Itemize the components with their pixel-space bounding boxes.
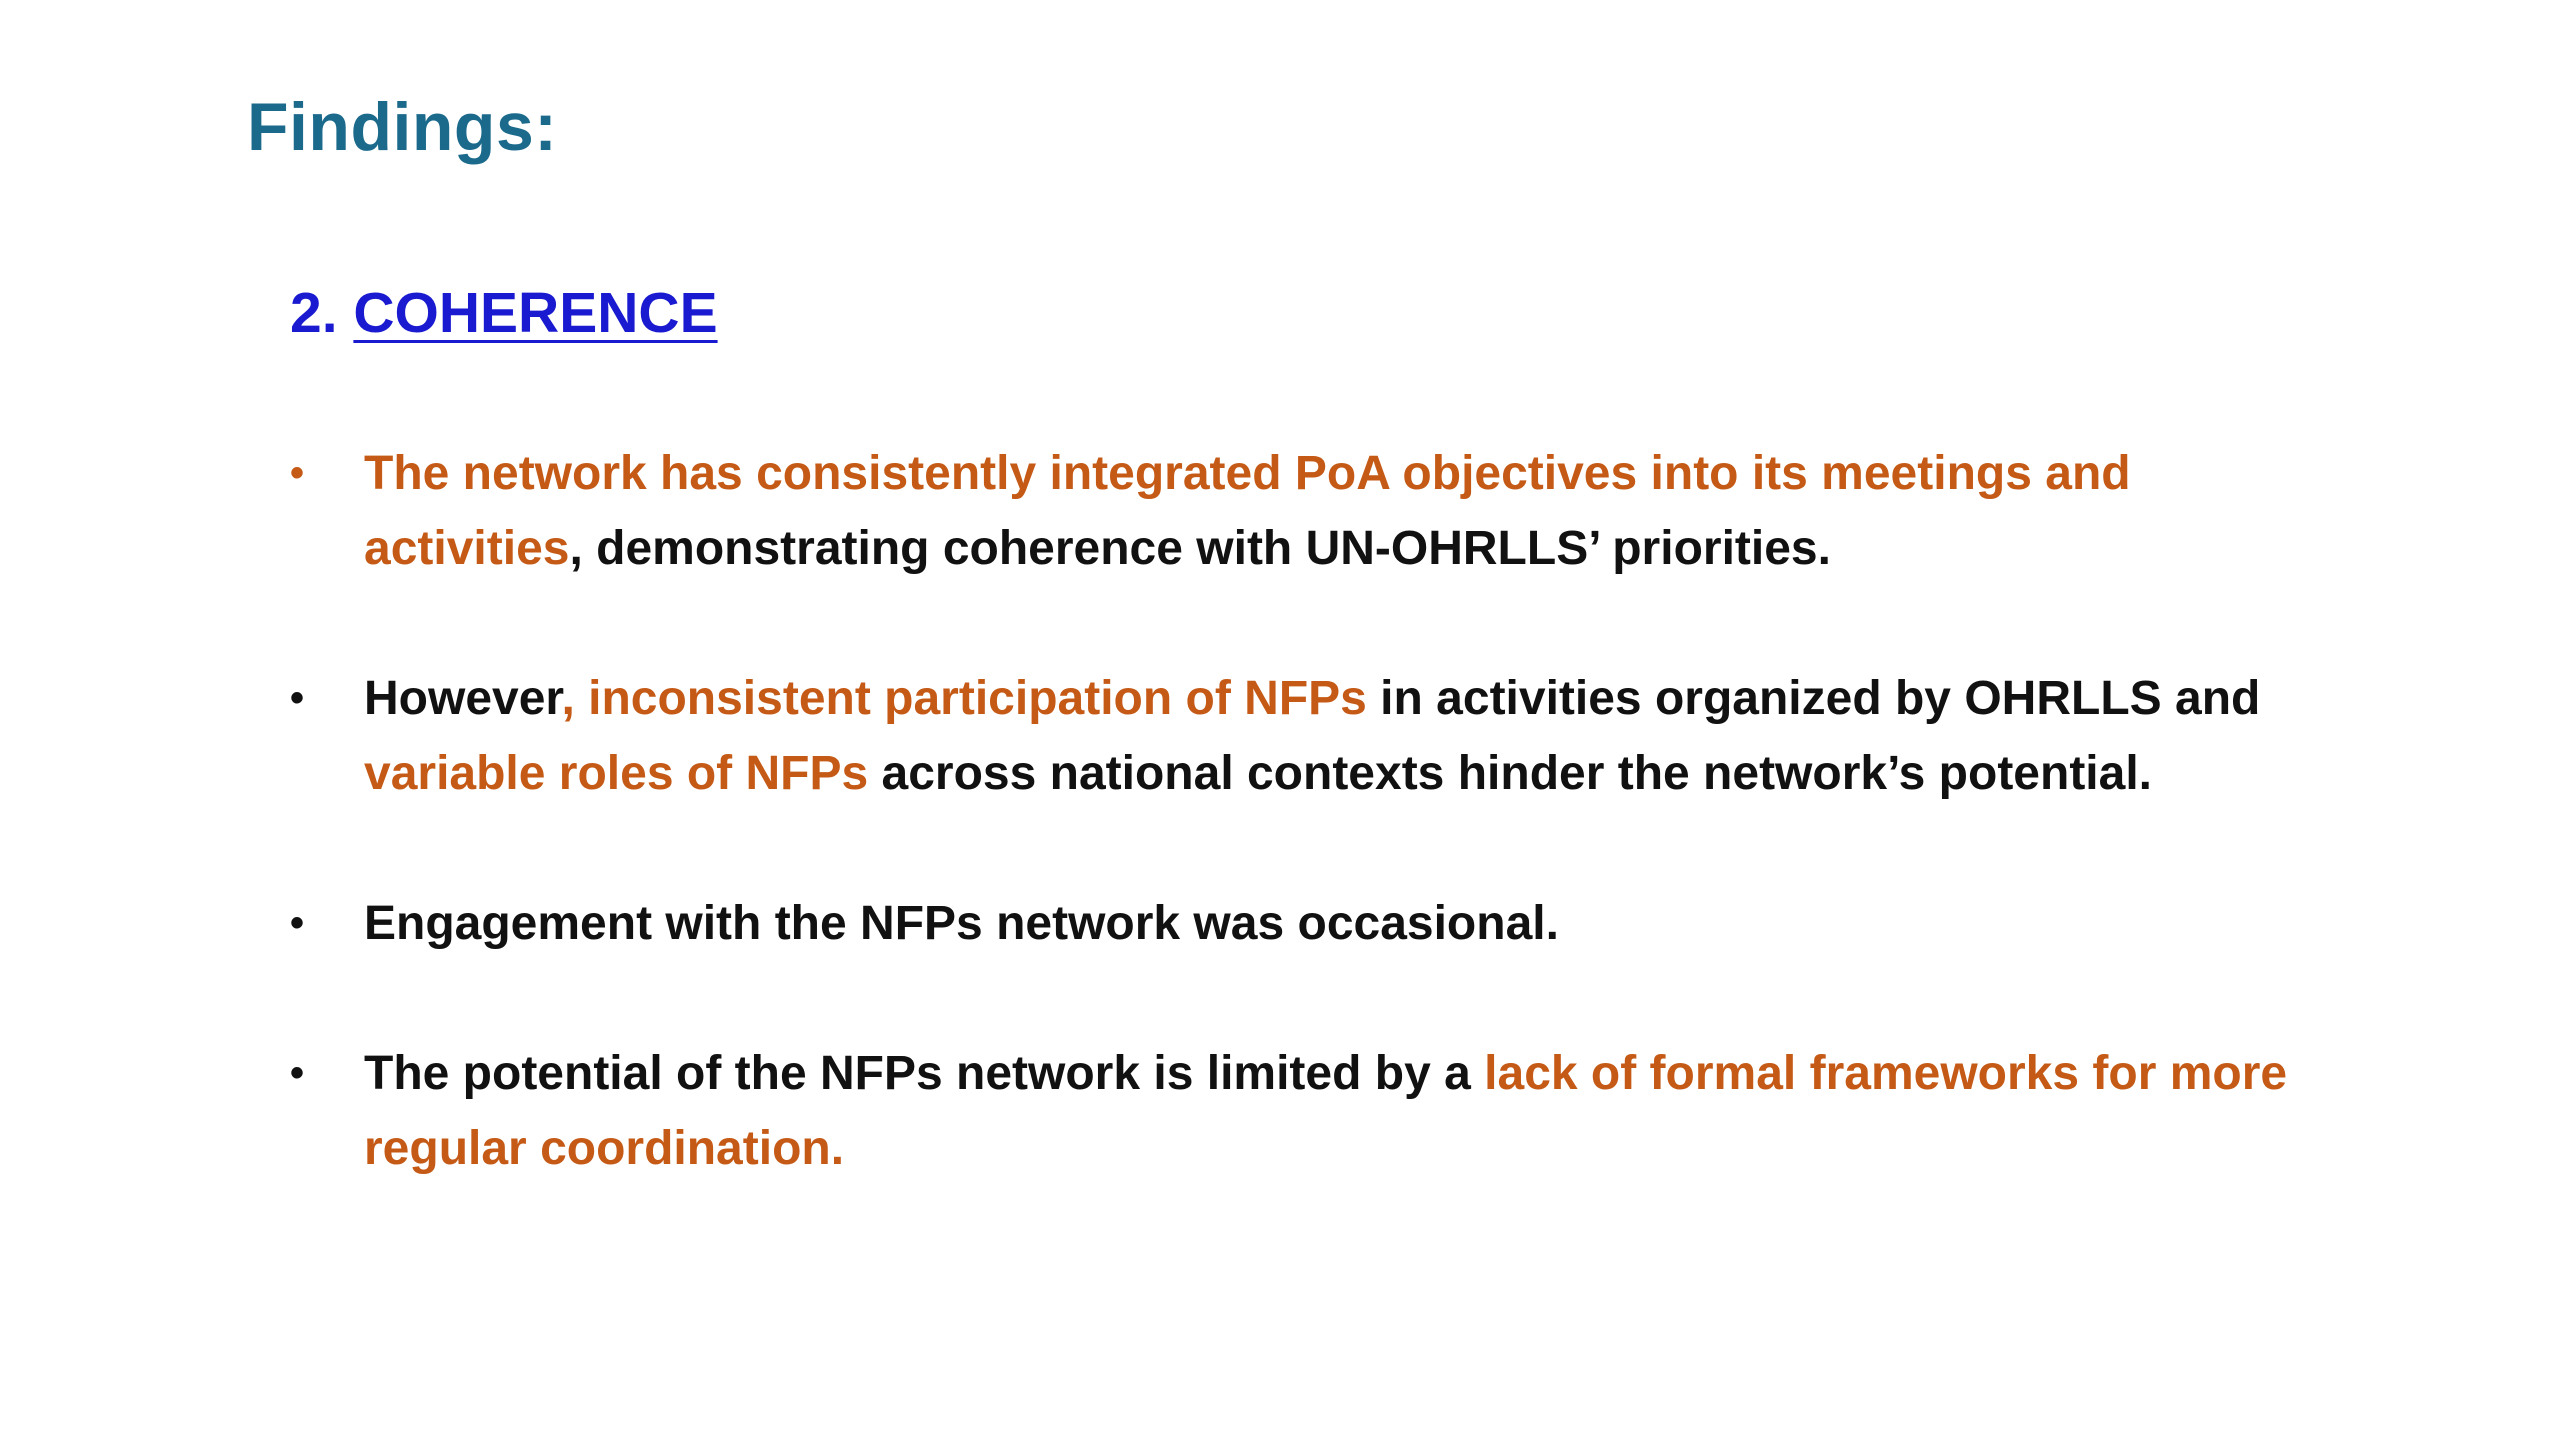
highlight-text: , inconsistent participation of NFPs xyxy=(561,672,1367,725)
bullet-text xyxy=(364,1047,2287,1175)
section-number: 2. xyxy=(290,281,354,345)
highlight-text: lack of formal frameworks for more regular coordination. xyxy=(364,1047,2288,1175)
list-item xyxy=(290,436,2290,586)
bullet-marker: • xyxy=(290,676,305,720)
bullet-text xyxy=(364,897,1559,950)
list-item xyxy=(290,886,2290,961)
list-item xyxy=(290,1036,2290,1186)
highlight-text: variable roles of NFPs xyxy=(364,747,869,800)
body-text: in activities organized by OHRLLS and xyxy=(1366,672,2261,725)
bullet-text xyxy=(364,447,2131,575)
bullet-marker: • xyxy=(290,1051,305,1095)
body-text: However xyxy=(364,672,562,725)
body-text: The potential of the NFPs network is limited by a xyxy=(364,1047,1485,1100)
page-title: Findings: xyxy=(247,89,558,165)
bullet-marker: • xyxy=(290,901,305,945)
body-text: across national contexts hinder the network’s potential. xyxy=(868,747,2152,800)
body-text: , demonstrating coherence with UN-OHRLLS’ priorities. xyxy=(569,522,1831,575)
list-item xyxy=(290,661,2290,811)
section-heading xyxy=(290,280,718,346)
highlight-text: The network has consistently integrated PoA objectives into its meetings and activities xyxy=(364,447,2131,575)
section-name: COHERENCE xyxy=(353,281,718,345)
findings-list xyxy=(290,436,2290,1261)
bullet-marker: • xyxy=(290,451,305,495)
body-text: Engagement with the NFPs network was occasional. xyxy=(364,897,1559,950)
bullet-text xyxy=(364,672,2260,800)
